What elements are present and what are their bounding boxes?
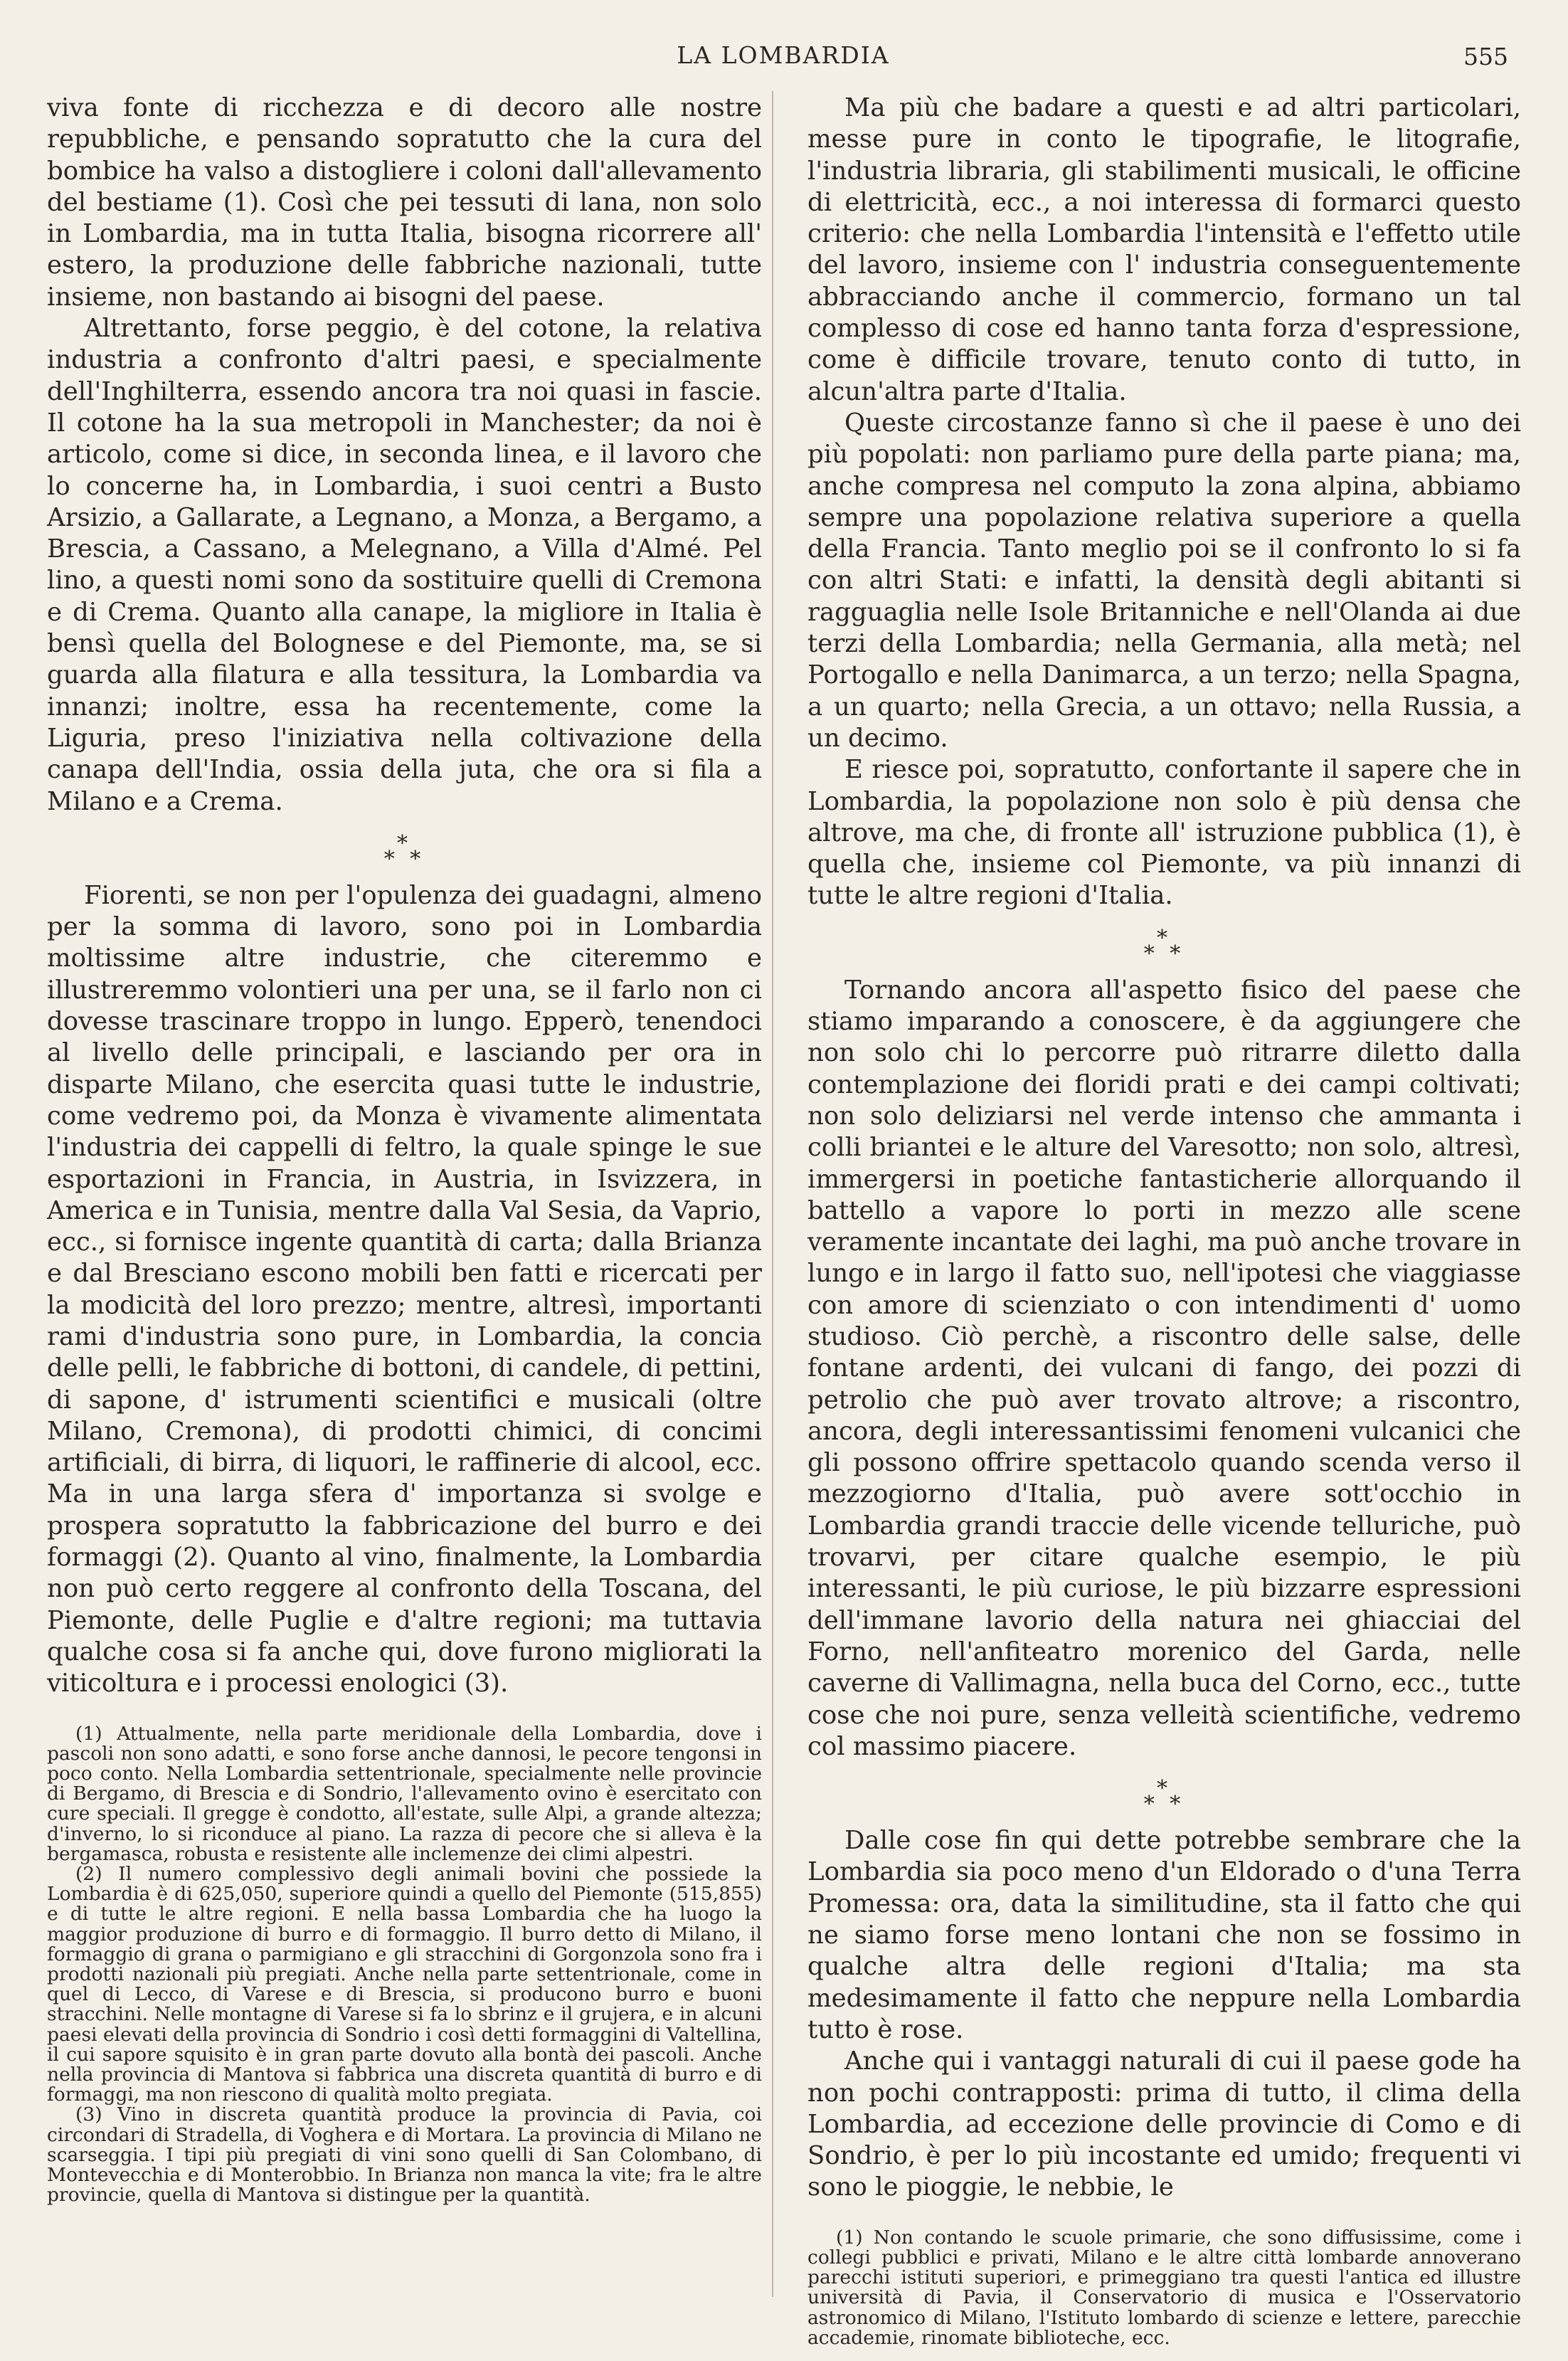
body-paragraph: Ma più che badare a questi e ad altri particolari, messe pure in conto le tipografie, le litografie, l'industria libraria, gli stabilimenti musicali, le officine di elettricità, ecc., a noi interessa di formarci questo criterio: che nella Lombardia l'intensità e l'effetto utile del lavoro, insieme con l' industria conseguentemente abbracciando anche il commercio, formano un tal complesso di cose ed hanno tanta forza d'espressione, come è difficile trovare, tenuto conto di tutto, in alcun'altra parte d'Italia. xyxy=(807,93,1521,406)
separator-star: * xyxy=(1143,1792,1159,1817)
running-title: LA LOMBARDIA xyxy=(677,41,890,69)
section-separator xyxy=(807,925,1521,966)
body-paragraph: Tornando ancora all'aspetto fisico del paese che stiamo imparando a conoscere, è da aggiungere che non solo chi lo percorre può ritrarre diletto dalla contemplazione dei floridi prati e dei campi coltivati; non solo deliziarsi nel verde intenso che ammanta i colli briantei e le alture del Varesotto; non solo, altresì, immergersi in poetiche fantasticherie allorquando il battello a vapore lo porti in mezzo alle scene veramente incantate dei laghi, ma può anche trovare in lungo e in largo il fatto suo, nell'ipotesi che viaggiasse con amore di scienziato o con intendimenti d' uomo studioso. Ciò perchè, a riscontro delle salse, delle fontane ardenti, dei vulcani di fango, dei pozzi di petrolio che può aver trovato altrove; a riscontro, ancora, degli interessantissimi fenomeni vulcanici che gli possono offrire spettacolo quando scenda verso il mezzogiorno d'Italia, può avere sott'occhio in Lombardia grandi traccie delle vicende telluriche, può trovarvi, per citare qualche esempio, le più interessanti, le più curiose, le più bizzarre espressioni dell'immane lavorio della natura nei ghiacciai del Forno, nell'anfiteatro morenico del Garda, nelle caverne di Vallimagna, nella buca del Corno, ecc., tutte cose che noi pure, senza velleità scientifiche, vedremo col massimo piacere. xyxy=(807,975,1521,1761)
right-column xyxy=(807,93,1521,2348)
separator-star: * xyxy=(1170,1792,1185,1817)
body-paragraph: Anche qui i vantaggi naturali di cui il paese gode ha non pochi contrapposti: prima di tutto, il clima della Lombardia, ad eccezione delle provincie di Como e di Sondrio, è per lo più incostante ed umido; frequenti vi sono le pioggie, le nebbie, le xyxy=(807,2046,1521,2202)
separator-star: * xyxy=(1157,925,1172,951)
section-separator xyxy=(47,830,762,872)
footnote: (3) Vino in discreta quantità produce la provincia di Pavia, coi circondari di Stradella, di Voghera e di Mortara. La provincia di Milano ne scarseggia. I tipi più pregiati di vini sono quelli di San Colombano, di Montevecchia e di Monterobbio. In Brianza non manca la vite; fra le altre provincie, quella di Mantova si distingue per la quantità. xyxy=(47,2103,762,2207)
footnotes xyxy=(47,1724,762,2206)
footnote: (2) Il numero complessivo degli animali bovini che possiede la Lombardia è di 625,050, superiore quindi a quello del Piemonte (515,855) e di tutte le altre regioni. E nella bassa Lombardia che ha luogo la maggior produzione di burro e di formaggio. Il burro detto di Milano, il formaggio di grana o parmigiano e gli stracchini di Gorgonzola sono fra i prodotti nazionali più pregiati. Anche nella parte settentrionale, come in quel di Lecco, di Varese e di Brescia, si producono burro e buoni stracchini. Nelle montagne di Varese si fa lo sbrinz e il grujera, e in alcuni paesi elevati della provincia di Sondrio i così detti formaggini di Valtellina, il cui sapore squisito è in gran parte dovuto alla bontà dei pascoli. Anche nella provincia di Mantova si fabbrica una discreta quantità di burro e di formaggi, ma non riescono di qualità molto pregiata. xyxy=(47,1862,762,2106)
footnote: (1) Non contando le scuole primarie, che sono diffusissime, come i collegi pubblici e privati, Milano e le altre città lombarde annoverano parecchi istituti superiori, e primeggiano tra questi l'antica ed illustre università di Pavia, il Conservatorio di musica e l'Osservatorio astronomico di Milano, l'Istituto lombardo di scienze e lettere, parecchie accademie, rinomate biblioteche, ecc. xyxy=(807,2226,1521,2349)
left-column xyxy=(47,93,762,2205)
separator-star: * xyxy=(1170,941,1185,966)
body-paragraph: E riesce poi, sopratutto, confortante il sapere che in Lombardia, la popolazione non solo è più densa che altrove, ma che, di fronte all' istruzione pubblica (1), è quella che, insieme col Piemonte, va più innanzi di tutte le altre regioni d'Italia. xyxy=(807,755,1521,911)
body-paragraph: Queste circostanze fanno sì che il paese è uno dei più popolati: non parliamo pure della parte piana; ma, anche compresa nel computo la zona alpina, abbiamo sempre una popolazione relativa superiore a quella della Francia. Tanto meglio poi se il confronto lo si fa con altri Stati: e infatti, la densità degli abitanti si ragguaglia nelle Isole Britanniche e nell'Olanda ai due terzi della Lombardia; nella Germania, alla metà; nel Portogallo e nella Danimarca, a un terzo; nella Spagna, a un quarto; nella Grecia, a un ottavo; nella Russia, a un decimo. xyxy=(807,408,1521,753)
footnotes xyxy=(807,2228,1521,2348)
page-header xyxy=(47,41,1520,84)
section-separator xyxy=(807,1776,1521,1817)
separator-star: * xyxy=(1157,1776,1172,1802)
footnote: (1) Attualmente, nella parte meridionale della Lombardia, dove i pascoli non sono adatti, e sono forse anche dannosi, le pecore tengonsi in poco conto. Nella Lombardia settentrionale, specialmente nelle provincie di Bergamo, di Brescia e di Sondrio, l'allevamento ovino è esercitato con cure speciali. Il gregge è condotto, all'estate, sulle Alpi, a grande altezza; d'inverno, lo si riconduce al piano. La razza di pecore che si alleva è la bergamasca, robusta e resistente alle inclemenze dei climi alpestri. xyxy=(47,1722,762,1865)
separator-star: * xyxy=(397,830,412,856)
page-number: 555 xyxy=(1463,43,1508,70)
body-paragraph: Dalle cose fin qui dette potrebbe sembrare che la Lombardia sia poco meno d'un Eldorado o d'una Terra Promessa: ora, data la similitudine, sta il fatto che qui ne siamo forse meno lontani che non se fossimo in qualche altra delle regioni d'Italia; ma sta medesimamente il fatto che neppure nella Lombardia tutto è rose. xyxy=(807,1826,1521,2044)
body-paragraph: viva fonte di ricchezza e di decoro alle nostre repubbliche, e pensando sopratutto che la cura del bombice ha valso a distogliere i coloni dall'allevamento del bestiame (1). Così che pei tessuti di lana, non solo in Lombardia, ma in tutta Italia, bisogna ricorrere all' estero, la produzione delle fabbriche nazionali, tutte insieme, non bastando ai bisogni del paese. xyxy=(47,93,762,312)
separator-star: * xyxy=(1143,941,1159,966)
separator-star: * xyxy=(410,846,425,872)
body-paragraph: Altrettanto, forse peggio, è del cotone, la relativa industria a confronto d'altri paesi, e specialmente dell'Inghilterra, essendo ancora tra noi quasi in fascie. Il cotone ha la sua metropoli in Manchester; da noi è articolo, come si dice, in seconda linea, e il lavoro che lo concerne ha, in Lombardia, i suoi centri a Busto Arsizio, a Gallarate, a Legnano, a Monza, a Bergamo, a Brescia, a Cassano, a Melegnano, a Villa d'Almé. Pel lino, a questi nomi sono da sostituire quelli di Cremona e di Crema. Quanto alla canape, la migliore in Italia è bensì quella del Bolognese e del Piemonte, ma, se si guarda alla filatura e alla tessitura, la Lombardia va innanzi; inoltre, essa ha recentemente, come la Liguria, preso l'iniziativa nella coltivazione della canapa dell'India, ossia della juta, che ora si fila a Milano e a Crema. xyxy=(47,314,762,816)
separator-star: * xyxy=(383,846,399,872)
column-divider xyxy=(772,91,773,2297)
body-paragraph: Fiorenti, se non per l'opulenza dei guadagni, almeno per la somma di lavoro, sono poi in Lombardia moltissime altre industrie, che citeremmo e illustreremmo volontieri una per una, se il farlo non ci dovesse trascinare troppo in lungo. Epperò, tenendoci al livello delle principali, e lasciando per ora in disparte Milano, che esercita quasi tutte le industrie, come vedremo poi, da Monza è vivamente alimentata l'industria dei cappelli di feltro, la quale spinge le sue esportazioni in Francia, in Austria, in Isvizzera, in America e in Tunisia, mentre dalla Val Sesia, da Vaprio, ecc., si fornisce ingente quantità di carta; dalla Brianza e dal Bresciano escono mobili ben fatti e ricercati per la modicità del loro prezzo; mentre, altresì, importanti rami d'industria sono pure, in Lombardia, la concia delle pelli, le fabbriche di bottoni, di candele, di pettini, di sapone, d' istrumenti scientifici e musicali (oltre Milano, Cremona), di prodotti chimici, di concimi artificiali, di birra, di liquori, le raffinerie di alcool, ecc. Ma in una larga sfera d' importanza si svolge e prospera sopratutto la fabbricazione del burro e dei formaggi (2). Quanto al vino, finalmente, la Lombardia non può certo reggere al confronto della Toscana, del Piemonte, delle Puglie e d'altre regioni; ma tuttavia qualche cosa si fa anche qui, dove furono migliorati la viticoltura e i processi enologici (3). xyxy=(47,880,762,1699)
